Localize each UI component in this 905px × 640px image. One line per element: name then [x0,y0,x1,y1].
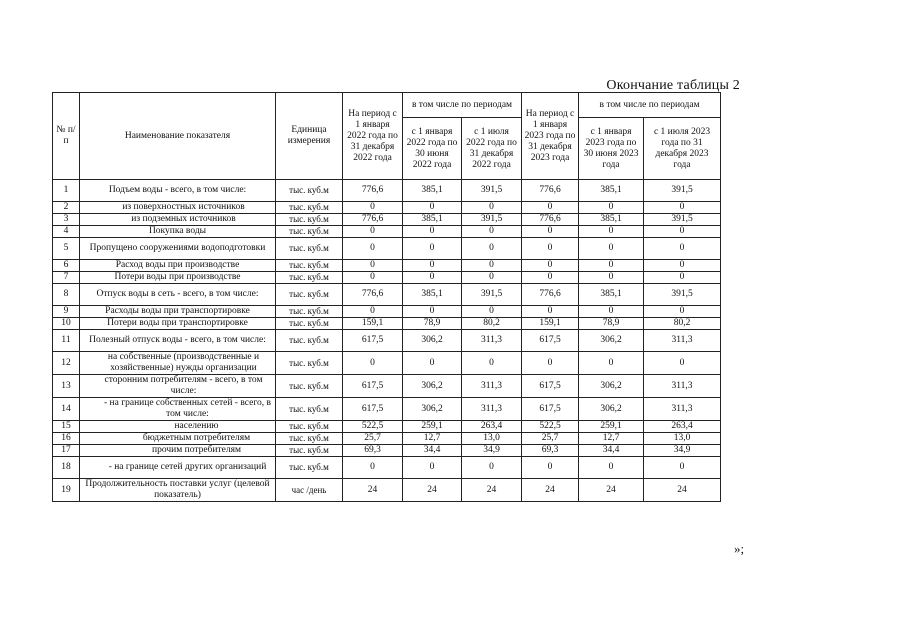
unit-cell: тыс. куб.м [276,352,343,375]
value-cell: 306,2 [579,398,644,421]
unit-cell: тыс. куб.м [276,214,343,226]
indicator-name: Подъем воды - всего, в том числе: [80,180,276,202]
value-cell: 311,3 [644,398,721,421]
value-cell: 0 [403,306,462,318]
table-row [53,238,721,260]
value-cell: 617,5 [343,375,403,398]
table-row [53,445,721,457]
value-cell: 69,3 [522,445,579,457]
header-unit: Единица измерения [276,93,343,180]
value-cell: 0 [462,352,522,375]
value-cell: 0 [343,238,403,260]
value-cell: 0 [579,352,644,375]
unit-cell: тыс. куб.м [276,421,343,433]
value-cell: 0 [579,226,644,238]
value-cell: 0 [462,238,522,260]
value-cell: 617,5 [522,375,579,398]
value-cell: 0 [343,306,403,318]
unit-cell: тыс. куб.м [276,272,343,284]
value-cell: 306,2 [403,330,462,352]
unit-cell: тыс. куб.м [276,284,343,306]
unit-cell: тыс. куб.м [276,457,343,479]
header-num: № п/п [53,93,80,180]
value-cell: 776,6 [343,284,403,306]
value-cell: 13,0 [462,433,522,445]
unit-cell: тыс. куб.м [276,445,343,457]
table-row [53,260,721,272]
value-cell: 24 [403,479,462,502]
value-cell: 0 [644,226,721,238]
value-cell: 311,3 [462,398,522,421]
value-cell: 34,9 [462,445,522,457]
value-cell: 0 [644,306,721,318]
value-cell: 0 [403,352,462,375]
indicator-name: Пропущено сооружениями водоподготовки [80,238,276,260]
value-cell: 24 [462,479,522,502]
table-row [53,202,721,214]
row-number: 11 [53,330,80,352]
value-cell: 0 [579,457,644,479]
value-cell: 34,4 [403,445,462,457]
unit-cell: тыс. куб.м [276,306,343,318]
value-cell: 0 [522,457,579,479]
header-h1-2023: с 1 января 2023 года по 30 июня 2023 года [579,118,644,180]
value-cell: 78,9 [579,318,644,330]
value-cell: 391,5 [644,180,721,202]
row-number: 6 [53,260,80,272]
table-row [53,318,721,330]
value-cell: 0 [522,260,579,272]
unit-cell: час /день [276,479,343,502]
value-cell: 0 [343,202,403,214]
row-number: 17 [53,445,80,457]
table-row [53,180,721,202]
table-row [53,284,721,306]
value-cell: 0 [462,260,522,272]
indicator-name: Отпуск воды в сеть - всего, в том числе: [80,284,276,306]
value-cell: 776,6 [343,214,403,226]
table-row [53,421,721,433]
unit-cell: тыс. куб.м [276,226,343,238]
value-cell: 0 [403,272,462,284]
value-cell: 385,1 [579,284,644,306]
table-body [53,180,721,502]
value-cell: 159,1 [522,318,579,330]
unit-cell: тыс. куб.м [276,260,343,272]
table-row [53,226,721,238]
row-number: 13 [53,375,80,398]
unit-cell: тыс. куб.м [276,238,343,260]
indicator-name: Полезный отпуск воды - всего, в том числе: [80,330,276,352]
table-title: Окончание таблицы 2 [606,78,740,93]
value-cell: 0 [579,202,644,214]
value-cell: 0 [644,352,721,375]
value-cell: 12,7 [579,433,644,445]
value-cell: 776,6 [343,180,403,202]
indicator-name: бюджетным потребителям [80,433,276,445]
value-cell: 311,3 [644,330,721,352]
value-cell: 78,9 [403,318,462,330]
header-h2-2023: с 1 июля 2023 года по 31 декабря 2023 года [644,118,721,180]
row-number: 16 [53,433,80,445]
unit-cell: тыс. куб.м [276,433,343,445]
value-cell: 385,1 [403,214,462,226]
row-number: 1 [53,180,80,202]
row-number: 10 [53,318,80,330]
value-cell: 0 [462,306,522,318]
indicator-name: из поверхностных источников [80,202,276,214]
value-cell: 0 [522,226,579,238]
value-cell: 259,1 [579,421,644,433]
value-cell: 306,2 [403,375,462,398]
value-cell: 263,4 [462,421,522,433]
value-cell: 522,5 [522,421,579,433]
value-cell: 776,6 [522,214,579,226]
indicator-name: из подземных источников [80,214,276,226]
value-cell: 0 [343,272,403,284]
indicator-name: Покупка воды [80,226,276,238]
header-h1-2022: с 1 января 2022 года по 30 июня 2022 года [403,118,462,180]
value-cell: 0 [579,272,644,284]
value-cell: 24 [522,479,579,502]
value-cell: 0 [522,238,579,260]
indicator-name: Потери воды при производстве [80,272,276,284]
value-cell: 0 [343,457,403,479]
table-row [53,375,721,398]
header-period-2022: На период с 1 января 2022 года по 31 декабря 2022 года [343,93,403,180]
unit-cell: тыс. куб.м [276,318,343,330]
value-cell: 776,6 [522,284,579,306]
value-cell: 0 [343,352,403,375]
value-cell: 0 [579,260,644,272]
header-h2-2022: с 1 июля 2022 года по 31 декабря 2022 года [462,118,522,180]
value-cell: 0 [343,260,403,272]
row-number: 3 [53,214,80,226]
value-cell: 80,2 [644,318,721,330]
value-cell: 522,5 [343,421,403,433]
value-cell: 34,4 [579,445,644,457]
value-cell: 391,5 [644,284,721,306]
value-cell: 311,3 [462,375,522,398]
row-number: 12 [53,352,80,375]
indicator-name: Расход воды при производстве [80,260,276,272]
value-cell: 617,5 [522,330,579,352]
value-cell: 24 [644,479,721,502]
table-row [53,398,721,421]
value-cell: 0 [579,306,644,318]
value-cell: 391,5 [462,214,522,226]
value-cell: 0 [462,457,522,479]
value-cell: 0 [522,352,579,375]
value-cell: 259,1 [403,421,462,433]
indicator-name: - на границе сетей других организаций [80,457,276,479]
table-row [53,214,721,226]
value-cell: 776,6 [522,180,579,202]
row-number: 9 [53,306,80,318]
table-row [53,352,721,375]
indicator-name: населению [80,421,276,433]
value-cell: 0 [522,202,579,214]
unit-cell: тыс. куб.м [276,398,343,421]
indicator-name: сторонним потребителям - всего, в том числе: [80,375,276,398]
row-number: 19 [53,479,80,502]
value-cell: 12,7 [403,433,462,445]
value-cell: 24 [579,479,644,502]
value-cell: 391,5 [644,214,721,226]
unit-cell: тыс. куб.м [276,375,343,398]
table-row [53,272,721,284]
indicator-name: Продолжительность поставки услуг (целевой показатель) [80,479,276,502]
value-cell: 311,3 [462,330,522,352]
table-row [53,433,721,445]
indicator-name: Потери воды при транспортировке [80,318,276,330]
value-cell: 34,9 [644,445,721,457]
row-number: 14 [53,398,80,421]
value-cell: 0 [343,226,403,238]
value-cell: 0 [644,202,721,214]
value-cell: 0 [462,226,522,238]
row-number: 4 [53,226,80,238]
value-cell: 69,3 [343,445,403,457]
value-cell: 306,2 [579,375,644,398]
value-cell: 0 [644,260,721,272]
value-cell: 0 [462,202,522,214]
value-cell: 0 [403,202,462,214]
indicator-name: на собственные (производственные и хозяйственные) нужды организации [80,352,276,375]
value-cell: 0 [403,238,462,260]
closing-quote-mark: »; [734,541,745,556]
indicator-name: Расходы воды при транспортировке [80,306,276,318]
indicator-name: - на границе собственных сетей - всего, в том числе: [80,398,276,421]
value-cell: 0 [644,238,721,260]
value-cell: 80,2 [462,318,522,330]
row-number: 8 [53,284,80,306]
value-cell: 391,5 [462,180,522,202]
value-cell: 617,5 [343,330,403,352]
value-cell: 0 [462,272,522,284]
value-cell: 0 [403,260,462,272]
row-number: 5 [53,238,80,260]
table-row [53,457,721,479]
header-period-2023: На период с 1 января 2023 года по 31 декабря 2023 года [522,93,579,180]
value-cell: 617,5 [343,398,403,421]
value-cell: 0 [403,457,462,479]
value-cell: 24 [343,479,403,502]
value-cell: 263,4 [644,421,721,433]
value-cell: 385,1 [403,180,462,202]
table-row [53,330,721,352]
value-cell: 311,3 [644,375,721,398]
value-cell: 0 [579,238,644,260]
value-cell: 617,5 [522,398,579,421]
header-name: Наименование показателя [80,93,276,180]
value-cell: 306,2 [403,398,462,421]
indicator-name: прочим потребителям [80,445,276,457]
unit-cell: тыс. куб.м [276,330,343,352]
value-cell: 385,1 [579,180,644,202]
header-incl-group-2023: в том числе по периодам [579,93,721,118]
row-number: 2 [53,202,80,214]
value-cell: 0 [644,457,721,479]
header-incl-group-2022: в том числе по периодам [403,93,522,118]
row-number: 18 [53,457,80,479]
value-cell: 385,1 [403,284,462,306]
water-balance-table [52,92,721,502]
value-cell: 306,2 [579,330,644,352]
value-cell: 0 [522,272,579,284]
table-row [53,479,721,502]
value-cell: 385,1 [579,214,644,226]
table-row [53,306,721,318]
row-number: 7 [53,272,80,284]
value-cell: 13,0 [644,433,721,445]
value-cell: 391,5 [462,284,522,306]
value-cell: 25,7 [522,433,579,445]
value-cell: 0 [522,306,579,318]
unit-cell: тыс. куб.м [276,202,343,214]
row-number: 15 [53,421,80,433]
value-cell: 0 [644,272,721,284]
value-cell: 0 [403,226,462,238]
value-cell: 25,7 [343,433,403,445]
unit-cell: тыс. куб.м [276,180,343,202]
value-cell: 159,1 [343,318,403,330]
